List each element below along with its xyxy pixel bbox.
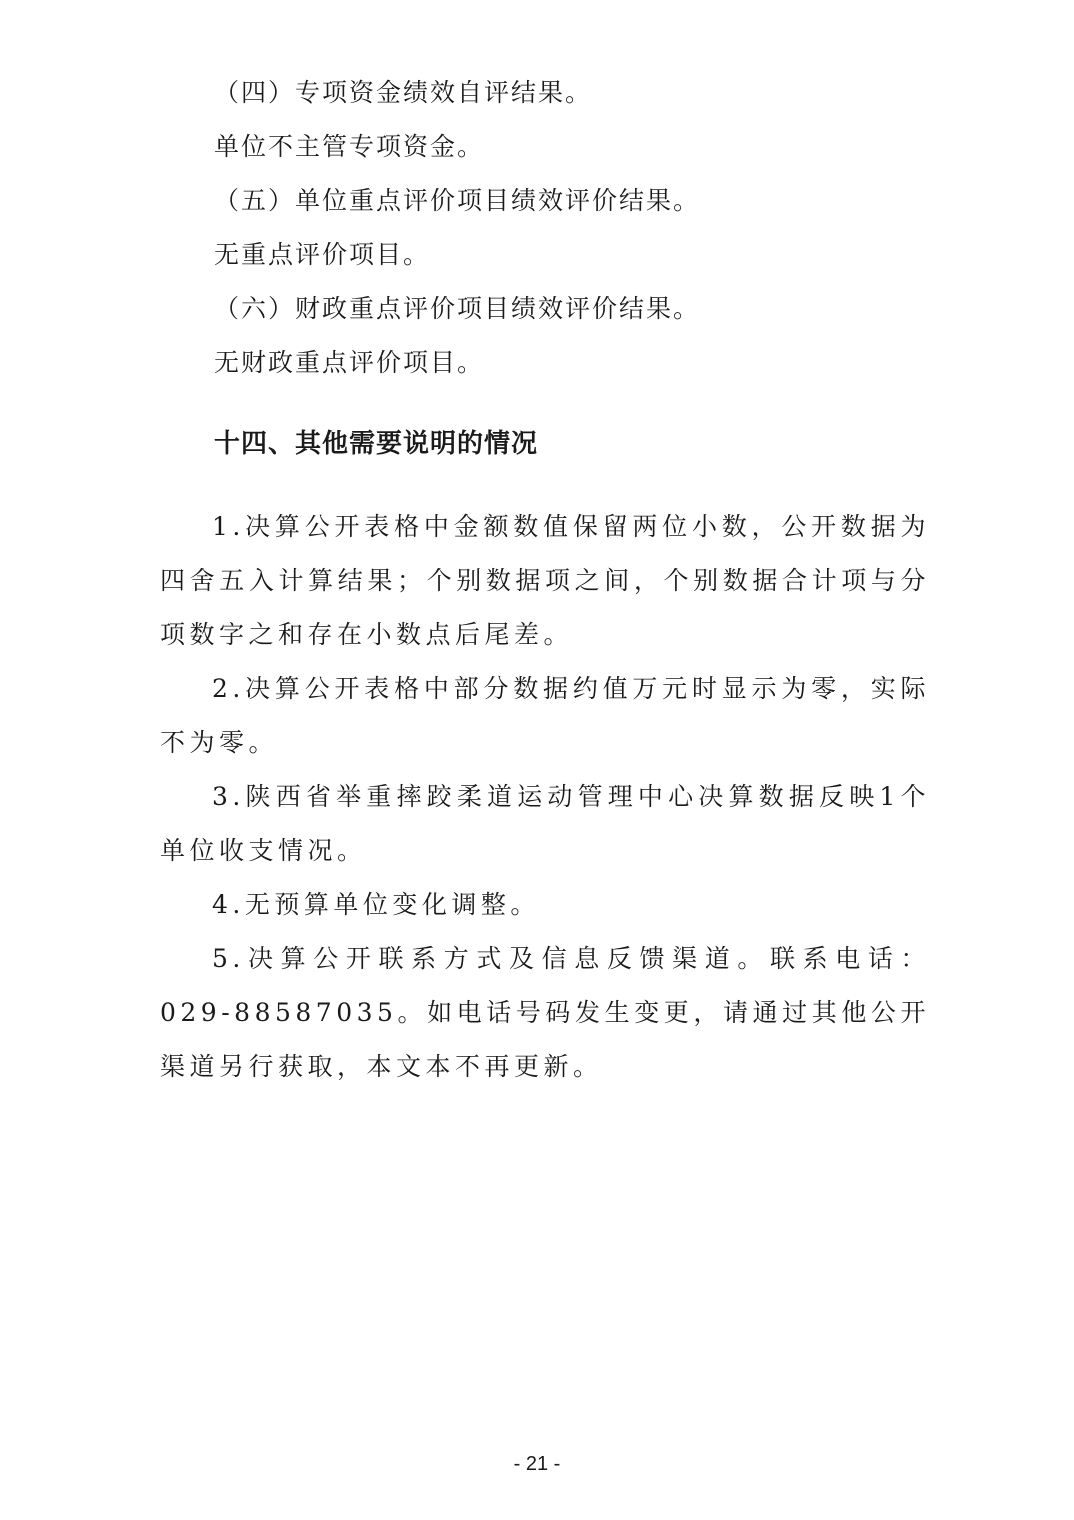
paragraph-2: 2.决算公开表格中部分数据约值万元时显示为零，实际不为零。	[160, 674, 930, 757]
section-6-text: 无财政重点评价项目。	[214, 348, 485, 377]
page-number: - 21 -	[513, 1453, 561, 1475]
section-6-title: （六）财政重点评价项目绩效评价结果。	[214, 294, 701, 323]
paragraph-4: 4.无预算单位变化调整。	[212, 890, 540, 919]
section-4-text: 单位不主管专项资金。	[214, 132, 485, 161]
section-14-heading: 十四、其他需要说明的情况	[214, 429, 539, 459]
section-4-title: （四）专项资金绩效自评结果。	[214, 78, 593, 107]
section-5-text: 无重点评价项目。	[214, 240, 431, 269]
section-5-title: （五）单位重点评价项目绩效评价结果。	[214, 186, 701, 215]
paragraph-5: 5.决算公开联系方式及信息反馈渠道。联系电话：029-88587035。如电话号码发生变更，请通过其他公开渠道另行获取，本文本不再更新。	[160, 944, 930, 1081]
paragraph-1: 1.决算公开表格中金额数值保留两位小数，公开数据为四舍五入计算结果；个别数据项之间，个别数据合计项与分项数字之和存在小数点后尾差。	[160, 512, 930, 649]
paragraph-3: 3.陕西省举重摔跤柔道运动管理中心决算数据反映1个单位收支情况。	[160, 782, 930, 865]
